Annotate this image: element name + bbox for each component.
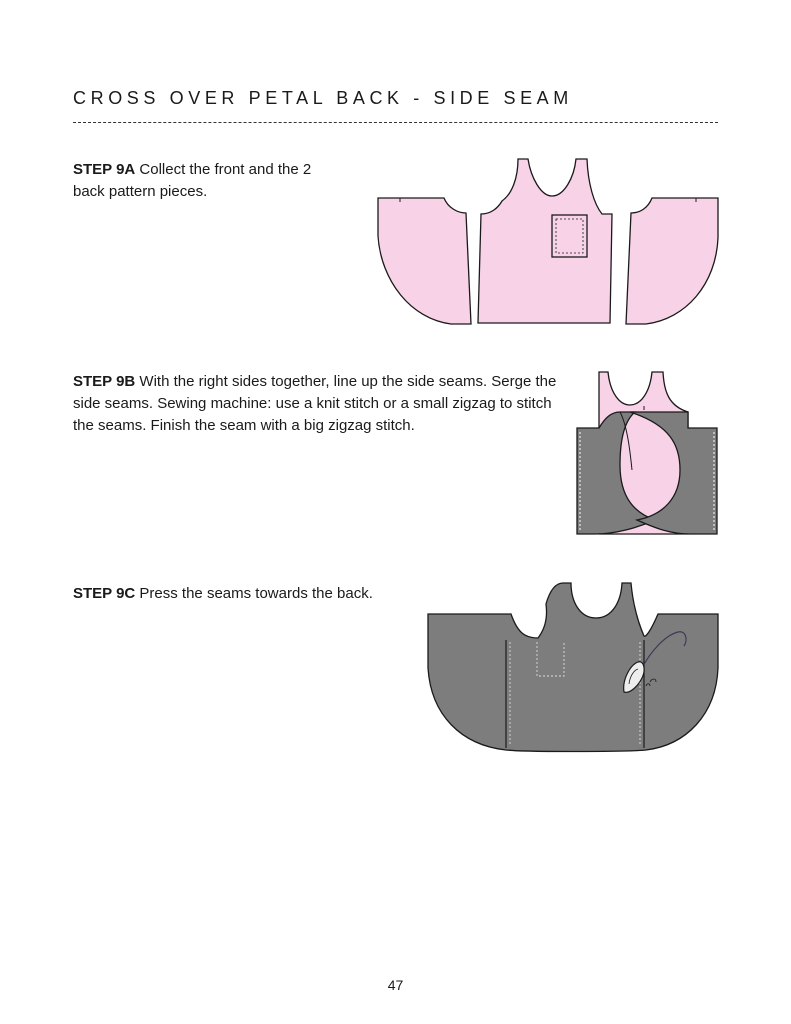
step-9b-illustration-side-seams	[575, 370, 719, 538]
step-9b-instructions	[73, 371, 563, 437]
left-back-pattern-piece	[378, 198, 471, 324]
step-9c-illustration-pressed-seams	[426, 580, 721, 754]
title-divider	[73, 122, 718, 123]
step-9c-text: Press the seams towards the back.	[135, 585, 373, 602]
step-9b-text: With the right sides together, line up the side seams. Serge the side seams. Sewing machine: use a knit stitch or a small zigzag to stitch the seams. Finish the seam with a big zigzag stitch.	[73, 373, 557, 434]
right-back-pattern-piece	[626, 198, 718, 324]
step-9c-label: STEP 9C	[73, 585, 136, 602]
page-title: CROSS OVER PETAL BACK - SIDE SEAM	[73, 88, 573, 108]
step-9a-text: Collect the front and the 2 back pattern pieces.	[73, 161, 312, 200]
front-pattern-piece	[478, 159, 612, 323]
garment-wrong-side	[428, 583, 718, 752]
step-9a-instructions	[73, 159, 338, 203]
step-9a-illustration-pattern-pieces	[376, 156, 722, 328]
step-9a-label: STEP 9A	[73, 161, 136, 178]
step-9b-label: STEP 9B	[73, 373, 136, 390]
step-9c-instructions	[73, 583, 403, 605]
page-number: 47	[387, 977, 404, 993]
pocket	[552, 215, 587, 257]
